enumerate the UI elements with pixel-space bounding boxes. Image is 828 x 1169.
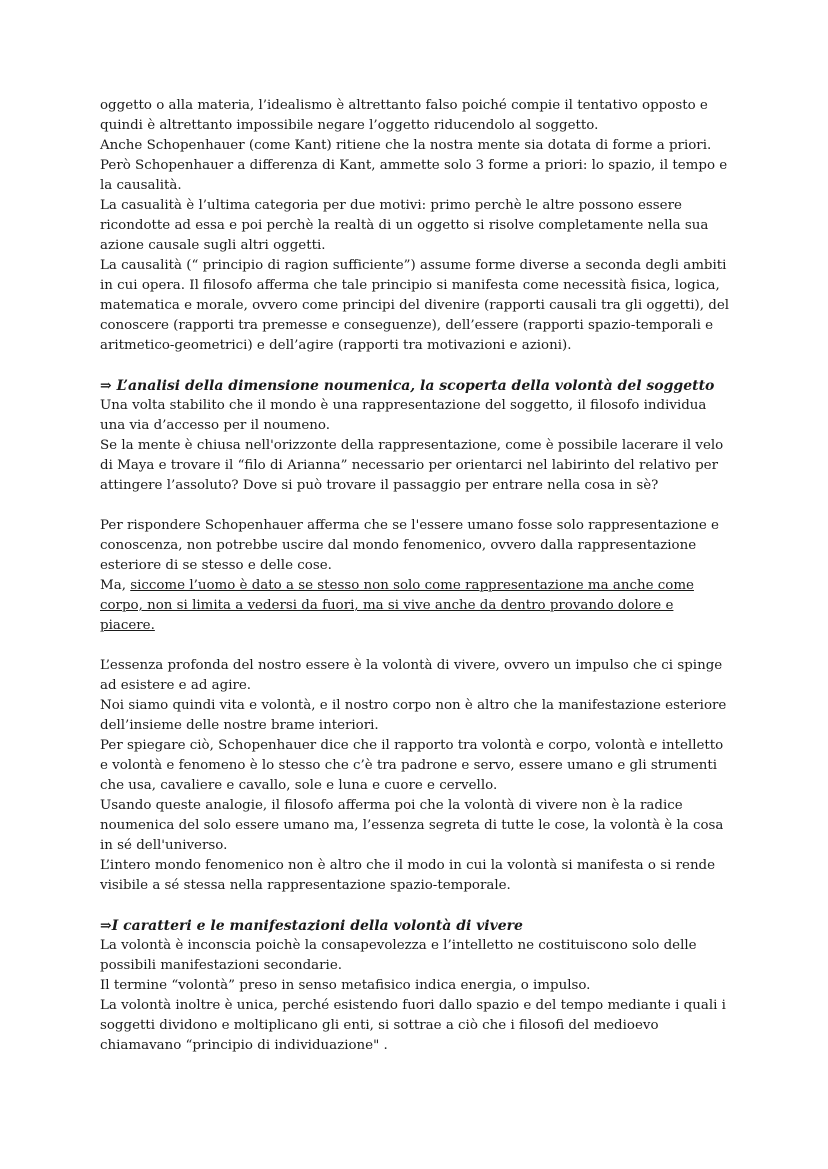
section-volonta: [100, 916, 730, 1056]
paragraph: La casualità è l’ultima categoria per due motivi: primo perchè le altre possono essere ricondotte ad essa e poi perchè la realtà di un oggetto si risolve completamente nella sua azione causale sugli altri oggetti.: [100, 198, 709, 253]
paragraph: La causalità (“ principio di ragion sufficiente”) assume forme diverse a seconda degli ambiti in cui opera. Il filosofo afferma che tale principio si manifesta come necessità fisica, logica, matematica e morale, ovvero come principi del divenire (rapporti causali tra gli oggetti), del conoscere (rapporti tra premesse e conseguenze), dell’essere (rapporti spazio-temporali e aritmetico-geometrici) e dell’agire (rapporti tra motivazioni e azioni).: [100, 258, 730, 353]
paragraph: Una volta stabilito che il mondo è una rappresentazione del soggetto, il filosofo individua una via d’accesso per il noumeno.: [100, 398, 707, 433]
underlined-text: siccome l’uomo è dato a se stesso non solo come rappresentazione ma anche come corpo, non si limita a vedersi da fuori, ma si vive anche da dentro provando dolore e piacere.: [100, 578, 694, 633]
section-forme-a-priori: [100, 96, 730, 356]
paragraph: Noi siamo quindi vita e volontà, e il nostro corpo non è altro che la manifestazione esteriore dell’insieme delle nostre brame interiori.: [100, 698, 727, 733]
paragraph: Se la mente è chiusa nell'orizzonte della rappresentazione, come è possibile lacerare il velo di Maya e trovare il “filo di Arianna” necessario per orientarci nel labirinto del relativo per attingere l’assoluto? Dove si può trovare il passaggio per entrare nella cosa in sè?: [100, 438, 724, 493]
paragraph: L’essenza profonda del nostro essere è la volontà di vivere, ovvero un impulso che ci spinge ad esistere e ad agire.: [100, 658, 723, 693]
spacer: [100, 356, 730, 376]
paragraph: La volontà inoltre è unica, perché esistendo fuori dallo spazio e del tempo mediante i quali i soggetti dividono e moltiplicano gli enti, si sottrae a ciò che i filosofi del medioevo chiamavano “principio di individuazione" .: [100, 998, 726, 1053]
paragraph-prefix: Ma,: [100, 578, 131, 593]
paragraph: Per spiegare ciò, Schopenhauer dice che il rapporto tra volontà e corpo, volontà e intelletto e volontà e fenomeno è lo stesso che c’è tra padrone e servo, essere umano e gli strumenti che usa, cavaliere e cavallo, sole e luna e cuore e cervello.: [100, 738, 724, 793]
section-heading: ⇒ L’analisi della dimensione noumenica, la scoperta della volontà del soggetto: [100, 378, 715, 394]
spacer: [100, 896, 730, 916]
paragraph: Però Schopenhauer a differenza di Kant, ammette solo 3 forme a priori: lo spazio, il tempo e la causalità.: [100, 158, 728, 193]
document-page: [100, 96, 730, 1056]
paragraph: L’intero mondo fenomenico non è altro che il modo in cui la volontà si manifesta o si rende visibile a sé stessa nella rappresentazione spazio-temporale.: [100, 858, 716, 893]
paragraph: Anche Schopenhauer (come Kant) ritiene che la nostra mente sia dotata di forme a priori.: [100, 138, 712, 153]
paragraph: oggetto o alla materia, l’idealismo è altrettanto falso poiché compie il tentativo opposto e quindi è altrettanto impossibile negare l’oggetto riducendolo al soggetto.: [100, 98, 708, 133]
section-heading: ⇒I caratteri e le manifestazioni della volontà di vivere: [100, 918, 523, 934]
paragraph: La volontà è inconscia poichè la consapevolezza e l’intelletto ne costituiscono solo delle possibili manifestazioni secondarie.: [100, 938, 697, 973]
paragraph-underlined: [100, 576, 730, 636]
spacer: [100, 496, 730, 516]
paragraph: Usando queste analogie, il filosofo afferma poi che la volontà di vivere non è la radice noumenica del solo essere umano ma, l’essenza segreta di tutte le cose, la volontà è la cosa in sé dell'universo.: [100, 798, 724, 853]
section-noumeno: [100, 376, 730, 896]
paragraph: Per rispondere Schopenhauer afferma che se l'essere umano fosse solo rappresentazione e conoscenza, non potrebbe uscire dal mondo fenomenico, ovvero dalla rappresentazione esteriore di se stesso e delle cose.: [100, 518, 719, 573]
paragraph: Il termine “volontà” preso in senso metafisico indica energia, o impulso.: [100, 978, 591, 993]
spacer: [100, 636, 730, 656]
